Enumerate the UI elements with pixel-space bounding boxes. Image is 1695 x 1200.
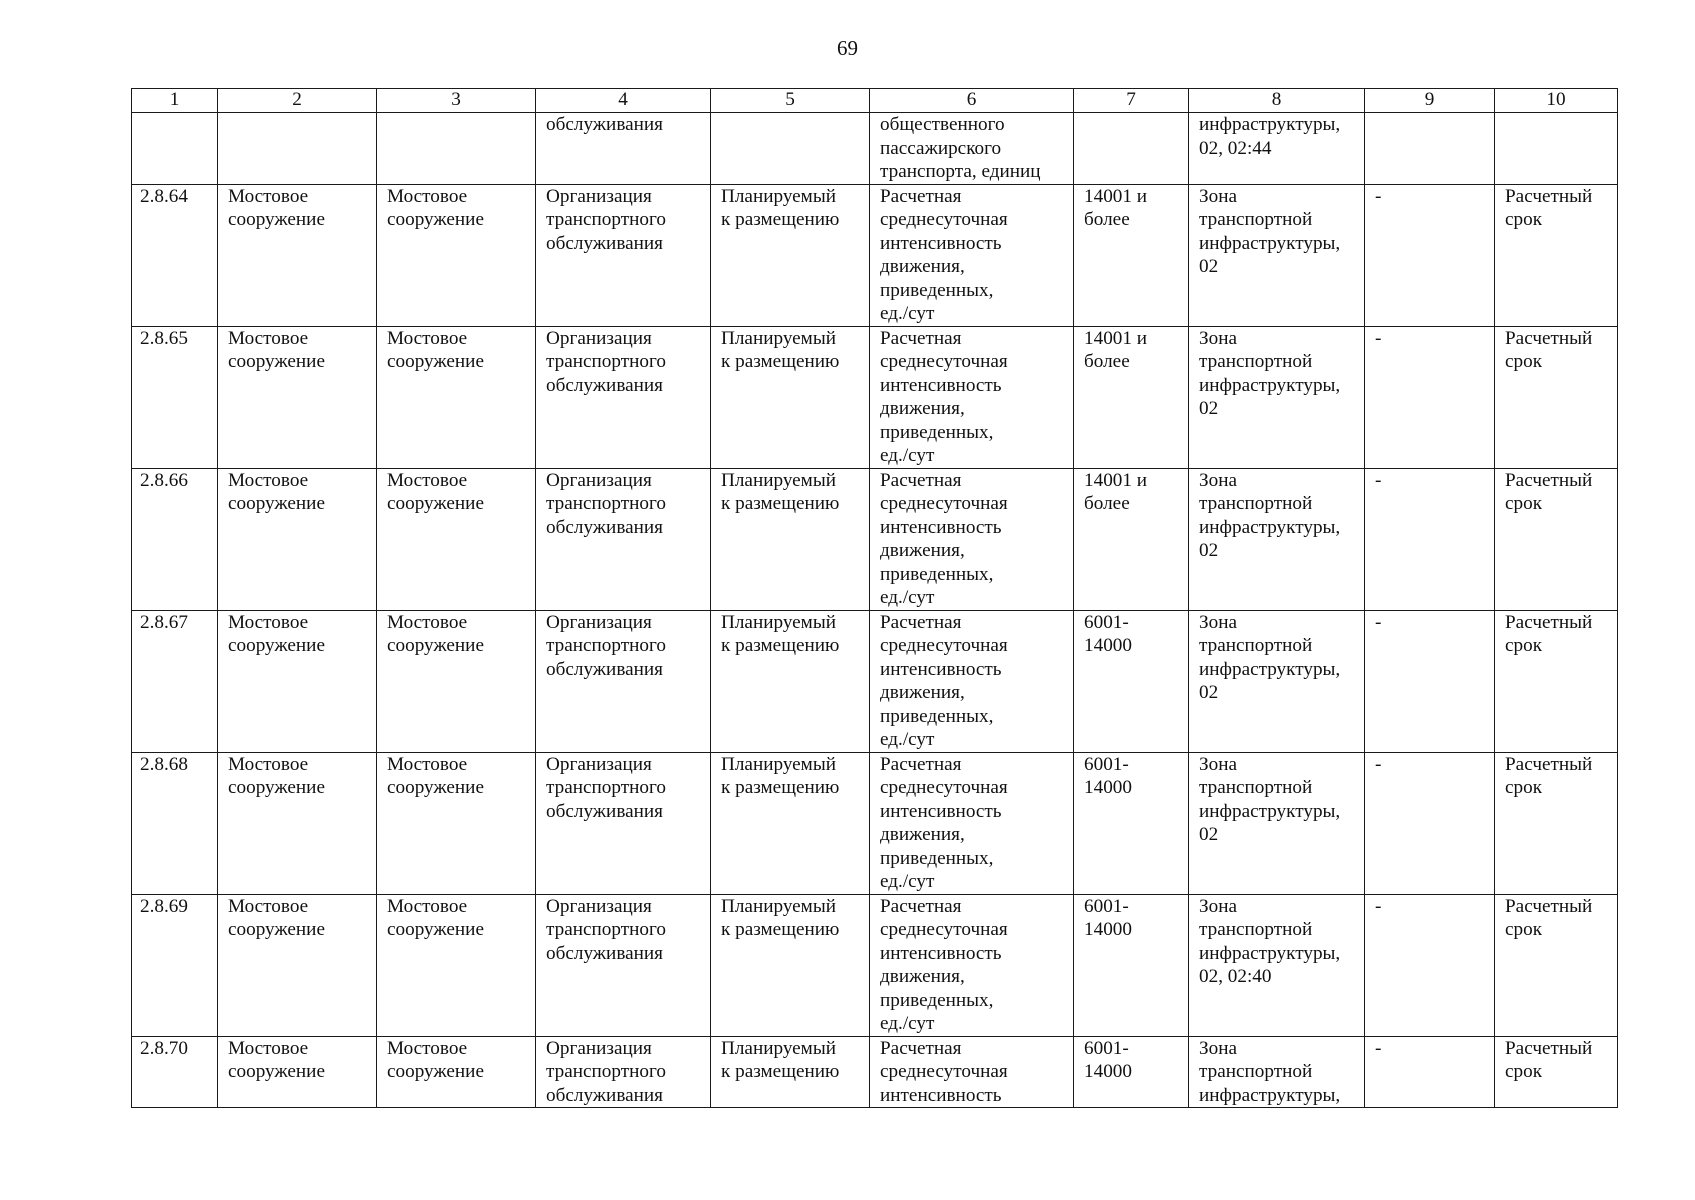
- table-cell: 14001 и более: [1074, 326, 1189, 468]
- column-header-10: 10: [1495, 89, 1618, 113]
- table-cell: [711, 113, 870, 185]
- table-cell: -: [1365, 326, 1495, 468]
- table-row: [132, 752, 1618, 894]
- table-cell: Планируемый к размещению: [711, 184, 870, 326]
- row-number-cell: 2.8.66: [132, 468, 218, 610]
- table-cell: обслуживания: [536, 113, 711, 185]
- column-header-8: 8: [1189, 89, 1365, 113]
- table-cell: Расчетный срок: [1495, 326, 1618, 468]
- table-cell: [1365, 113, 1495, 185]
- table-cell: Расчетный срок: [1495, 894, 1618, 1036]
- table-cell: Организация транспортного обслуживания: [536, 326, 711, 468]
- header-row: [132, 89, 1618, 113]
- table-cell: Планируемый к размещению: [711, 1036, 870, 1108]
- table-cell: Мостовое сооружение: [377, 184, 536, 326]
- column-header-7: 7: [1074, 89, 1189, 113]
- row-number-cell: 2.8.69: [132, 894, 218, 1036]
- objects-table: [131, 88, 1618, 1108]
- table-cell: Расчетный срок: [1495, 468, 1618, 610]
- table-row: [132, 468, 1618, 610]
- table-cell: [377, 113, 536, 185]
- table-cell: общественного пассажирского транспорта, единиц: [870, 113, 1074, 185]
- table-cell: -: [1365, 752, 1495, 894]
- column-header-3: 3: [377, 89, 536, 113]
- table-cell: [1074, 113, 1189, 185]
- table-cell: Планируемый к размещению: [711, 894, 870, 1036]
- row-number-cell: 2.8.65: [132, 326, 218, 468]
- table-cell: Планируемый к размещению: [711, 752, 870, 894]
- table-cell: Мостовое сооружение: [218, 1036, 377, 1108]
- table-cell: 6001- 14000: [1074, 610, 1189, 752]
- table-cell: [218, 113, 377, 185]
- table-cell: Мостовое сооружение: [218, 752, 377, 894]
- table-cell: Организация транспортного обслуживания: [536, 894, 711, 1036]
- table-cell: [132, 113, 218, 185]
- table-cell: Планируемый к размещению: [711, 468, 870, 610]
- table-cell: Зона транспортной инфраструктуры, 02: [1189, 184, 1365, 326]
- table-cell: Расчетная среднесуточная интенсивность движения, приведенных, ед./сут: [870, 894, 1074, 1036]
- table-cell: Расчетная среднесуточная интенсивность движения, приведенных, ед./сут: [870, 752, 1074, 894]
- table-cell: 6001- 14000: [1074, 1036, 1189, 1108]
- table-row: [132, 326, 1618, 468]
- table-cell: Зона транспортной инфраструктуры, 02: [1189, 468, 1365, 610]
- table-cell: Зона транспортной инфраструктуры, 02: [1189, 610, 1365, 752]
- table-cell: Мостовое сооружение: [377, 752, 536, 894]
- table-cell: -: [1365, 894, 1495, 1036]
- table-cell: -: [1365, 1036, 1495, 1108]
- table-cell: Расчетный срок: [1495, 610, 1618, 752]
- table-cell: Зона транспортной инфраструктуры, 02: [1189, 326, 1365, 468]
- column-header-5: 5: [711, 89, 870, 113]
- row-number-cell: 2.8.67: [132, 610, 218, 752]
- table-cell: Организация транспортного обслуживания: [536, 468, 711, 610]
- table-cell: Расчетная среднесуточная интенсивность движения, приведенных, ед./сут: [870, 468, 1074, 610]
- table-cell: Расчетная среднесуточная интенсивность движения, приведенных, ед./сут: [870, 326, 1074, 468]
- table-row: [132, 1036, 1618, 1108]
- table-cell: Расчетный срок: [1495, 752, 1618, 894]
- table-cell: Расчетный срок: [1495, 184, 1618, 326]
- table-cell: Мостовое сооружение: [218, 326, 377, 468]
- table-cell: Расчетный срок: [1495, 1036, 1618, 1108]
- table-cell: Мостовое сооружение: [377, 610, 536, 752]
- column-header-6: 6: [870, 89, 1074, 113]
- page-number: 69: [837, 36, 858, 60]
- table-cell: -: [1365, 184, 1495, 326]
- table-cell: 6001- 14000: [1074, 752, 1189, 894]
- row-number-cell: 2.8.64: [132, 184, 218, 326]
- table-cell: Мостовое сооружение: [377, 468, 536, 610]
- table-cell: инфраструктуры, 02, 02:44: [1189, 113, 1365, 185]
- table-cell: Мостовое сооружение: [377, 894, 536, 1036]
- table-cell: Мостовое сооружение: [218, 184, 377, 326]
- table-cell: Зона транспортной инфраструктуры,: [1189, 1036, 1365, 1108]
- table-cell: Организация транспортного обслуживания: [536, 1036, 711, 1108]
- table-cell: Зона транспортной инфраструктуры, 02, 02:40: [1189, 894, 1365, 1036]
- column-header-1: 1: [132, 89, 218, 113]
- table-row: [132, 184, 1618, 326]
- table-cell: Мостовое сооружение: [377, 1036, 536, 1108]
- table-cell: Организация транспортного обслуживания: [536, 752, 711, 894]
- table-cell: Расчетная среднесуточная интенсивность движения, приведенных, ед./сут: [870, 184, 1074, 326]
- column-header-2: 2: [218, 89, 377, 113]
- table-cell: 6001- 14000: [1074, 894, 1189, 1036]
- table-cell: Планируемый к размещению: [711, 610, 870, 752]
- table-cell: Расчетная среднесуточная интенсивность движения, приведенных, ед./сут: [870, 610, 1074, 752]
- table-cell: 14001 и более: [1074, 468, 1189, 610]
- table-cell: Зона транспортной инфраструктуры, 02: [1189, 752, 1365, 894]
- column-header-4: 4: [536, 89, 711, 113]
- table-cell: [1495, 113, 1618, 185]
- row-number-cell: 2.8.70: [132, 1036, 218, 1108]
- table-cell: Мостовое сооружение: [218, 894, 377, 1036]
- column-header-9: 9: [1365, 89, 1495, 113]
- table-cell: Мостовое сооружение: [218, 610, 377, 752]
- continuation-row: [132, 113, 1618, 185]
- table-cell: 14001 и более: [1074, 184, 1189, 326]
- table-cell: Планируемый к размещению: [711, 326, 870, 468]
- row-number-cell: 2.8.68: [132, 752, 218, 894]
- table-cell: Мостовое сооружение: [218, 468, 377, 610]
- table-cell: -: [1365, 468, 1495, 610]
- table-cell: Организация транспортного обслуживания: [536, 610, 711, 752]
- table-cell: -: [1365, 610, 1495, 752]
- table-cell: Расчетная среднесуточная интенсивность: [870, 1036, 1074, 1108]
- table-cell: Мостовое сооружение: [377, 326, 536, 468]
- table-cell: Организация транспортного обслуживания: [536, 184, 711, 326]
- table-row: [132, 610, 1618, 752]
- table-row: [132, 894, 1618, 1036]
